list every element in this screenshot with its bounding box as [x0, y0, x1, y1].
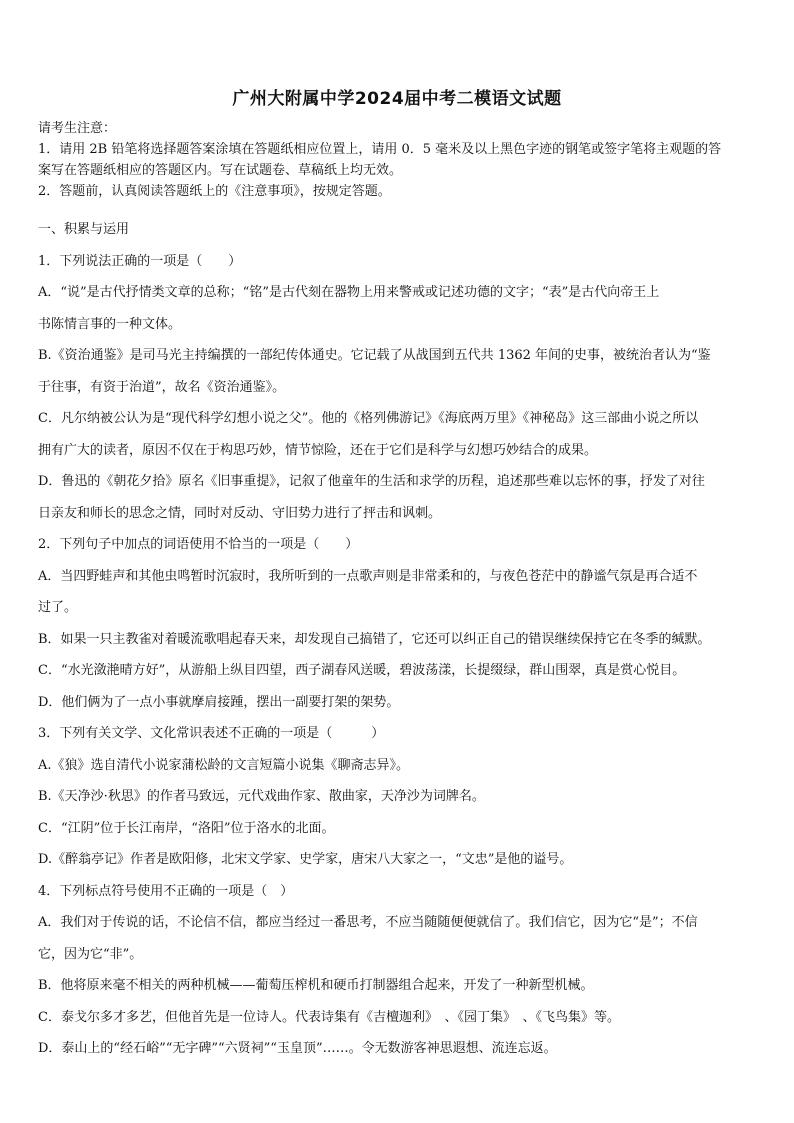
- question-2-option-d: D．他们俩为了一点小事就摩肩接踵，摆出一副要打架的架势。: [38, 694, 400, 710]
- spacer: [38, 202, 762, 214]
- question-1-option-c-line-2: 拥有广大的读者，原因不仅在于构思巧妙，情节惊险，还在于它们是科学与幻想巧妙结合的成果。: [38, 442, 598, 458]
- question-1-stem: 1．下列说法正确的一项是（ ）: [38, 253, 242, 269]
- notice-item-2: 2．答题前，认真阅读答题纸上的《注意事项》，按规定答题。: [38, 184, 391, 199]
- question-4-option-a-line-2: 它，因为它“非”。: [38, 946, 143, 962]
- question-3-option-c: C．“江阴”位于长江南岸，“洛阳”位于洛水的北面。: [38, 820, 335, 836]
- question-4-option-d: D．泰山上的“经石峪”“无字碑”“六贤祠”“玉皇顶”……。令无数游客神思遐想、流连忘返。: [38, 1041, 557, 1056]
- question-1-option-a-line-1: A．“说”是古代抒情类文章的总称；“铭”是古代刻在器物上用来警戒或记述功德的文字；“表”是古代向帝王上: [38, 285, 660, 300]
- question-3-option-a: A.《狼》选自清代小说家蒲松龄的文言短篇小说集《聊斋志异》。: [38, 757, 410, 773]
- question-3-option-d: D.《醉翁亭记》作者是欧阳修，北宋文学家、史学家，唐宋八大家之一，“文忠”是他的谥号。: [38, 852, 573, 867]
- question-3-option-b: B.《天净沙·秋思》的作者马致远，元代戏曲作家、散曲家，天净沙为词牌名。: [38, 789, 485, 804]
- notice-item-1-line-2: 案写在答题纸相应的答题区内。写在试题卷、草稿纸上均无效。: [38, 163, 403, 178]
- question-1-option-b-line-1: B.《资治通鉴》是司马光主持编撰的一部纪传体通史。它记载了从战国到五代共 1362 年间的史事，被统治者认为“鉴: [38, 348, 711, 363]
- section-heading: 一、积累与运用: [38, 222, 130, 237]
- question-2-option-b: B．如果一只主教雀对着暖流歌唱起春天来，却发现自己搞错了，它还可以纠正自己的错误继续保持它在冬季的缄默。: [38, 631, 711, 647]
- question-1-option-c-line-1: C．凡尔纳被公认为是“现代科学幻想小说之父”。他的《格列佛游记》《海底两万里》《神秘岛》这三部曲小说之所以: [38, 411, 699, 426]
- question-4-stem: 4．下列标点符号使用不正确的一项是（ ）: [38, 883, 294, 899]
- question-4-option-a-line-1: A．我们对于传说的话，不论信不信，都应当经过一番思考，不应当随随便便就信了。我们信它，因为它“是”；不信: [38, 915, 698, 930]
- question-3-stem: 3．下列有关文学、文化常识表述不正确的一项是（ ）: [38, 726, 385, 741]
- question-4-option-b: B．他将原来毫不相关的两种机械——葡萄压榨机和硬币打制器组合起来，开发了一种新型机械。: [38, 978, 594, 993]
- question-1-option-d-line-2: 日亲友和师长的思念之情，同时对反动、守旧势力进行了抨击和讽刺。: [38, 505, 442, 521]
- question-2-stem: 2．下列句子中加点的词语使用不恰当的一项是（ ）: [38, 537, 359, 552]
- notice-heading: 请考生注意：: [38, 121, 117, 136]
- page-title: 广州大附属中学2024届中考二模语文试题: [232, 89, 562, 109]
- exam-content: [38, 118, 762, 1065]
- question-2-option-c: C．“水光潋滟晴方好”，从游船上纵目四望，西子湖春风送暖，碧波荡漾，长提缀绿，群山围翠，真是赏心悦目。: [38, 663, 686, 678]
- notice-item-1-line-1: 1．请用 2B 铅笔将选择题答案涂填在答题纸相应位置上，请用 0．5 毫米及以上黑色字迹的钢笔或签字笔将主观题的答: [38, 142, 722, 157]
- question-2-option-a-line-1: A．当四野蛙声和其他虫鸣暂时沉寂时，我所听到的一点歌声则是非常柔和的，与夜色苍茫中的静谧气氛是再合适不: [38, 568, 698, 584]
- question-1-option-b-line-2: 于往事，有资于治道”，故名《资治通鉴》。: [38, 379, 286, 395]
- question-4-option-c: C．泰戈尔多才多艺，但他首先是一位诗人。代表诗集有《吉檀迦利》 、《园丁集》 、《飞鸟集》等。: [38, 1009, 620, 1025]
- question-1-option-a-line-2: 书陈情言事的一种文体。: [38, 316, 182, 332]
- question-1-option-d-line-1: D．鲁迅的《朝花夕拾》原名《旧事重提》，记叙了他童年的生活和求学的历程，追述那些难以忘怀的事，抒发了对往: [38, 474, 705, 489]
- question-2-option-a-line-2: 过了。: [38, 600, 78, 615]
